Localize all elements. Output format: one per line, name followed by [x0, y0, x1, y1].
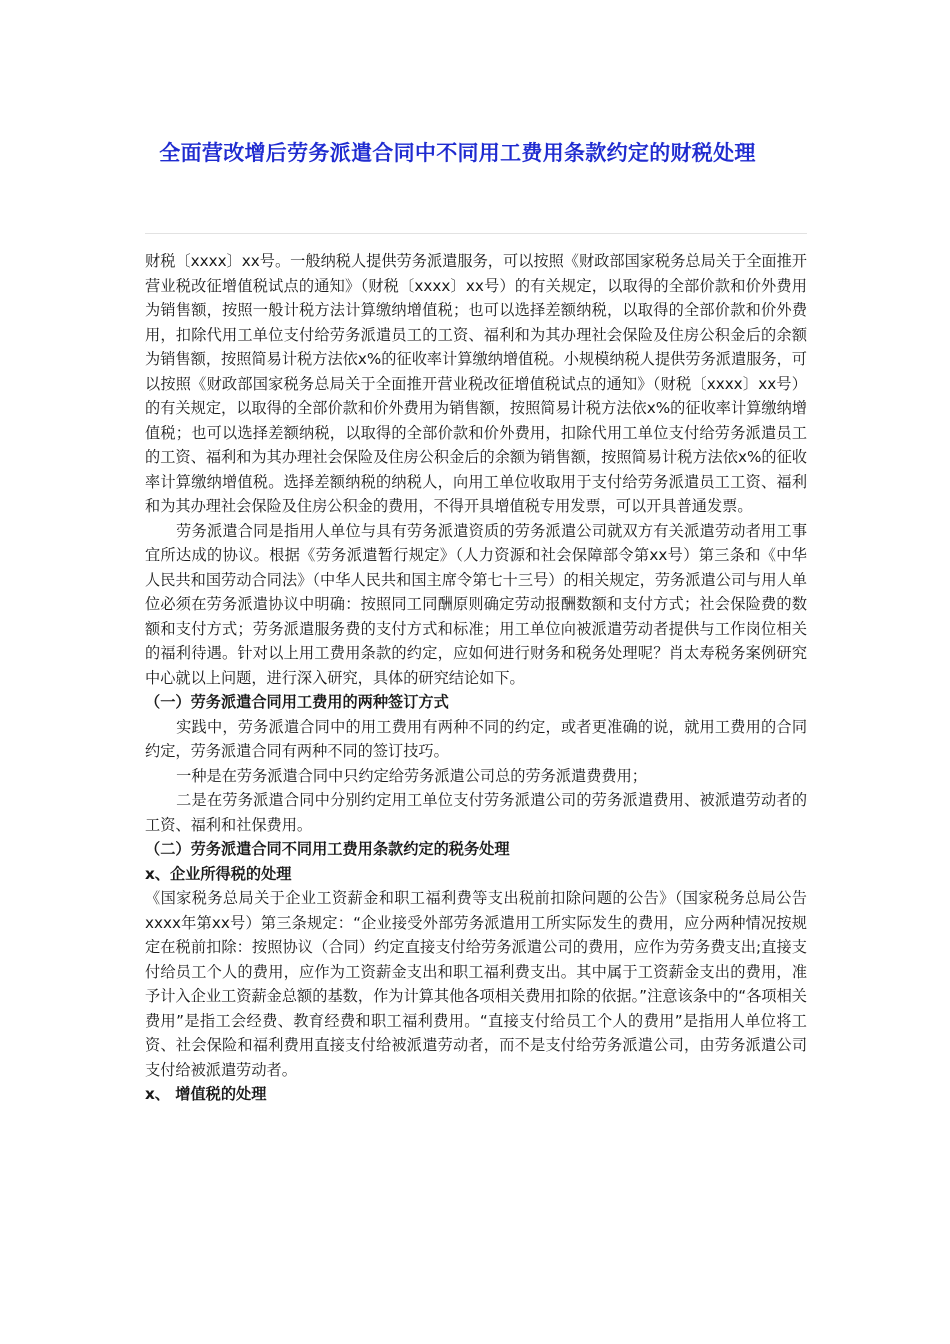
section-heading-1: （一）劳务派遣合同用工费用的两种签订方式 [145, 693, 449, 711]
paragraph-practice: 实践中，劳务派遣合同中的用工费用有两种不同的约定，或者更准确的说，就用工费用的合同约定，劳务派遣合同有两种不同的签订技巧。 [145, 717, 807, 760]
paragraph-method-one: 一种是在劳务派遣合同中只约定给劳务派遣公司总的劳务派遣费费用； [176, 766, 647, 785]
title-divider [145, 233, 807, 234]
paragraph-income-tax: 《国家税务总局关于企业工资薪金和职工福利费等支出税前扣除问题的公告》（国家税务总局公告xxxx年第xx号）第三条规定：“企业接受外部劳务派遣用工所实际发生的费用，应分两种情况按规定在税前扣除：按照协议（合同）约定直接支付给劳务派遣公司的费用，应作为劳务费支出;直接支付给员工个人的费用，应作为工资薪金支出和职工福利费支出。其中属于工资薪金支出的费用，准予计入企业工资薪金总额的基数，作为计算其他各项相关费用扣除的依据。”注意该条中的“各项相关费用”是指工会经费、教育经费和职工福利费用。“直接支付给员工个人的费用”是指用人单位将工资、社会保险和福利费用直接支付给被派遣劳动者，而不是支付给劳务派遣公司，由劳务派遣公司支付给被派遣劳动者。 [145, 889, 807, 1079]
sub-heading-income-tax: x、企业所得税的处理 [145, 864, 292, 883]
document-body [145, 249, 807, 1107]
sub-heading-vat: x、 增值税的处理 [145, 1085, 267, 1103]
paragraph-method-two: 二是在劳务派遣合同中分别约定用工单位支付劳务派遣公司的劳务派遣费用、被派遣劳动者的工资、福利和社保费用。 [145, 791, 807, 834]
paragraph-dispatch-contract: 劳务派遣合同是指用人单位与具有劳务派遣资质的劳务派遣公司就双方有关派遣劳动者用工事宜所达成的协议。根据《劳务派遣暂行规定》（人力资源和社会保障部令第xx号）第三条和《中华人民共和国劳动合同法》（中华人民共和国主席令第七十三号）的相关规定，劳务派遣公司与用人单位必须在劳务派遣协议中明确：按照同工同酬原则确定劳动报酬数额和支付方式；社会保险费的数额和支付方式；劳务派遣服务费的支付方式和标准；用工单位向被派遣劳动者提供与工作岗位相关的福利待遇。针对以上用工费用条款的约定，应如何进行财务和税务处理呢？肖太寿税务案例研究中心就以上问题，进行深入研究，具体的研究结论如下。 [145, 521, 807, 687]
section-heading-2: （二）劳务派遣合同不同用工费用条款约定的税务处理 [145, 840, 510, 858]
paragraph-vat-rules: 财税〔xxxx〕xx号。一般纳税人提供劳务派遣服务，可以按照《财政部国家税务总局关于全面推开营业税改征增值税试点的通知》（财税〔xxxx〕xx号）的有关规定，以取得的全部价款和价外费用为销售额，按照一般计税方法计算缴纳增值税；也可以选择差额纳税，以取得的全部价款和价外费用，扣除代用工单位支付给劳务派遣员工的工资、福利和为其办理社会保险及住房公积金后的余额为销售额，按照简易计税方法依x%的征收率计算缴纳增值税。小规模纳税人提供劳务派遣服务，可以按照《财政部国家税务总局关于全面推开营业税改征增值税试点的通知》（财税〔xxxx〕xx号）的有关规定，以取得的全部价款和价外费用为销售额，按照简易计税方法依x%的征收率计算缴纳增值税；也可以选择差额纳税，以取得的全部价款和价外费用，扣除代用工单位支付给劳务派遣员工的工资、福利和为其办理社会保险及住房公积金后的余额为销售额，按照简易计税方法依x%的征收率计算缴纳增值税。选择差额纳税的纳税人，向用工单位收取用于支付给劳务派遣员工工资、福利和为其办理社会保险及住房公积金的费用，不得开具增值税专用发票，可以开具普通发票。 [145, 252, 807, 515]
page-title: 全面营改增后劳务派遣合同中不同用工费用条款约定的财税处理 [159, 141, 756, 165]
